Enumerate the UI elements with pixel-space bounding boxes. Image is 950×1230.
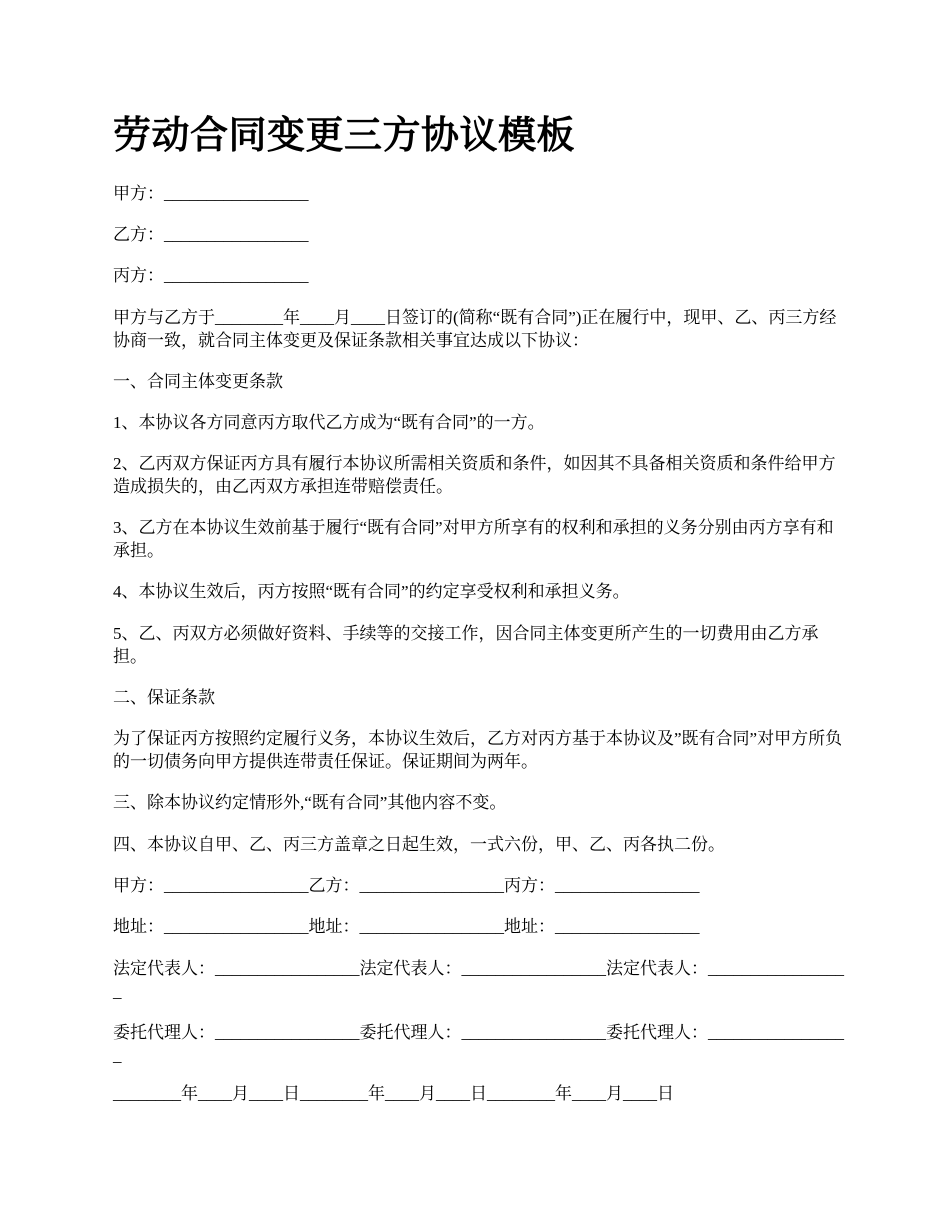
signature-date-line: ________年____月____日________年____月____日________年____月____日 <box>113 1084 674 1103</box>
signature-address-line: 地址：_________________地址：_________________地址：_________________ <box>113 917 700 936</box>
section-1-heading: 一、合同主体变更条款 <box>113 372 283 391</box>
clause-3: 3、乙方在本协议生效前基于履行“既有合同”对甲方所享有的权利和承担的义务分别由丙方享有和承担。 <box>113 518 834 560</box>
section-3-paragraph: 三、除本协议约定情形外,“既有合同”其他内容不变。 <box>113 793 507 812</box>
intro-paragraph: 甲方与乙方于________年____月____日签订的(简称“既有合同”)正在履行中，现甲、乙、丙三方经协商一致，就合同主体变更及保证条款相关事宜达成以下协议： <box>113 308 837 350</box>
clause-5: 5、乙、丙双方必须做好资料、手续等的交接工作，因合同主体变更所产生的一切费用由乙方承担。 <box>113 624 819 666</box>
clause-2: 2、乙丙双方保证丙方具有履行本协议所需相关资质和条件，如因其不具备相关资质和条件给甲方造成损失的，由乙丙双方承担连带赔偿责任。 <box>113 454 836 496</box>
clause-1: 1、本协议各方同意丙方取代乙方成为“既有合同”的一方。 <box>113 413 545 432</box>
clause-4: 4、本协议生效后，丙方按照“既有合同”的约定享受权利和承担义务。 <box>113 582 630 601</box>
section-4-paragraph: 四、本协议自甲、乙、丙三方盖章之日起生效，一式六份，甲、乙、丙各执二份。 <box>113 835 725 854</box>
party-a-line: 甲方：_________________ <box>113 184 309 203</box>
party-b-line: 乙方：_________________ <box>113 225 309 244</box>
document-title: 劳动合同变更三方协议模板 <box>113 115 576 157</box>
signature-agent-line: 委托代理人：_________________委托代理人：_________________委托代理人：_________________ <box>113 1023 844 1065</box>
section-2-heading: 二、保证条款 <box>113 688 215 707</box>
party-c-line: 丙方：_________________ <box>113 266 309 285</box>
signature-legal-representative-line: 法定代表人：_________________法定代表人：_________________法定代表人：_________________ <box>113 959 844 1001</box>
guarantee-paragraph: 为了保证丙方按照约定履行义务，本协议生效后，乙方对丙方基于本协议及”既有合同”对甲方所负的一切债务向甲方提供连带责任保证。保证期间为两年。 <box>113 729 843 771</box>
signature-parties-line: 甲方：_________________乙方：_________________丙方：_________________ <box>113 876 700 895</box>
